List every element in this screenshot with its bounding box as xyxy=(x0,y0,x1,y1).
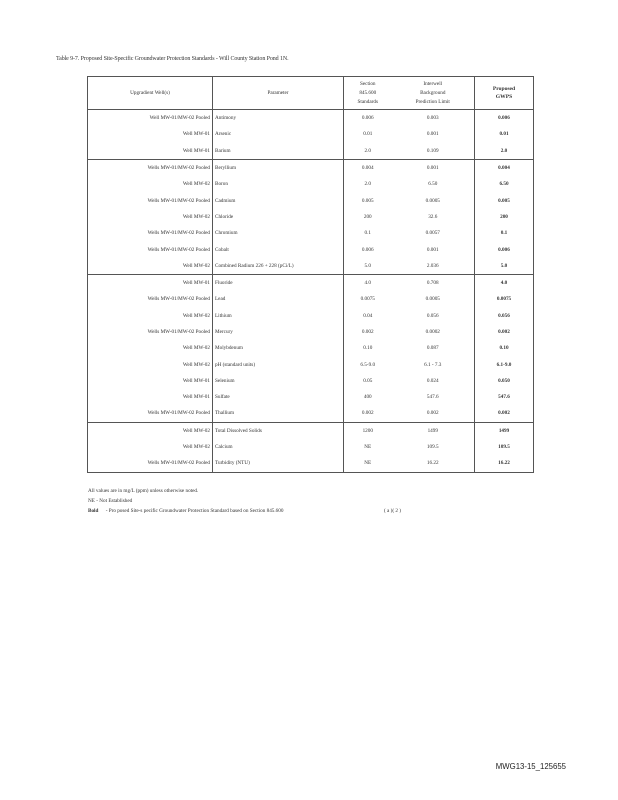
cell-well: Wells MW-01/MW-02 Pooled xyxy=(88,405,213,422)
table-row xyxy=(88,405,534,422)
cell-proposed: 2.0 xyxy=(475,143,534,160)
cell-parameter: Molybdenum xyxy=(213,340,344,356)
cell-well: Wells MW-01/MW-02 Pooled xyxy=(147,329,210,335)
cell-standard: 2.0 xyxy=(344,143,392,160)
cell-well: Wells MW-01/MW-02 Pooled xyxy=(147,460,210,467)
cell-background: 0.109 xyxy=(392,143,475,160)
cell-standard: 1200 xyxy=(344,422,392,439)
note-units: All values are in mg/L (ppm) unless otherwise noted. xyxy=(88,488,199,494)
cell-proposed: 0.005 xyxy=(475,192,534,208)
cell-parameter: Mercury xyxy=(213,324,344,340)
cell-standard: 0.006 xyxy=(344,110,392,127)
cell-standard: 5.0 xyxy=(344,258,392,275)
cell-well: Well MW-01 xyxy=(182,131,210,138)
cell-background: 0.003 xyxy=(426,115,439,122)
cell-proposed: 0.01 xyxy=(475,126,534,142)
note-bold-key: Bold xyxy=(88,508,99,514)
header-proposed-line: GWPS xyxy=(495,94,513,100)
table-row xyxy=(88,258,534,275)
cell-standard: 0.0075 xyxy=(344,291,392,307)
cell-well: Well MW-02 xyxy=(182,427,210,434)
header-standards-line: Standards xyxy=(357,98,378,105)
table-row xyxy=(88,126,534,142)
cell-standard: 0.006 xyxy=(344,241,392,257)
cell-background: 0.708 xyxy=(426,280,439,287)
cell-parameter: Fluoride xyxy=(213,274,344,291)
cell-proposed: 6.1-9.0 xyxy=(475,356,534,372)
cell-standard: 6.5-9.0 xyxy=(344,356,392,372)
cell-standard: NE xyxy=(344,439,392,455)
cell-standard: 4.0 xyxy=(344,274,392,291)
cell-well: Well MW-01 xyxy=(182,377,210,384)
cell-parameter: Boron xyxy=(213,176,344,192)
cell-well: Well MW-02 xyxy=(88,258,213,275)
table-notes xyxy=(88,486,528,516)
cell-well: Well MW-01/MW-02 Pooled xyxy=(149,115,210,122)
cell-parameter: Barium xyxy=(213,143,344,160)
cell-standard: 0.01 xyxy=(344,126,392,142)
cell-well: Well MW-01 xyxy=(182,394,210,401)
header-proposed-gwps xyxy=(475,77,534,110)
cell-standard: 0.04 xyxy=(344,308,392,324)
cell-background: 16.22 xyxy=(426,460,439,467)
cell-standard: NE xyxy=(344,455,392,472)
cell-well: Well MW-01 xyxy=(182,280,210,287)
cell-well: Wells MW-01/MW-02 Pooled xyxy=(147,197,210,204)
cell-background: 0.0005 xyxy=(425,197,440,204)
cell-well: Wells MW-01/MW-02 Pooled xyxy=(147,296,210,303)
cell-proposed: 0.004 xyxy=(475,159,534,176)
cell-background: 0.002 xyxy=(392,405,475,422)
cell-parameter: Turbidity (NTU) xyxy=(213,455,344,472)
cell-background: 0.056 xyxy=(426,312,439,319)
table-row xyxy=(88,192,534,208)
cell-well: Wells MW-01/MW-02 Pooled xyxy=(147,165,210,172)
document-id: MWG13-15_125655 xyxy=(495,762,566,771)
cell-proposed: 0.006 xyxy=(475,110,534,127)
cell-standard: 0.004 xyxy=(344,159,392,176)
cell-well: Well MW-02 xyxy=(182,181,210,188)
header-standards-line: 845.600 xyxy=(359,89,377,96)
table-row xyxy=(88,241,534,257)
cell-standard: 0.002 xyxy=(344,405,392,422)
table-row xyxy=(88,356,534,372)
cell-background: 0.087 xyxy=(426,345,439,352)
cell-proposed: 109.5 xyxy=(475,439,534,455)
cell-standard: 400 xyxy=(344,389,392,405)
cell-parameter: Arsenic xyxy=(213,126,344,142)
cell-parameter: Beryllium xyxy=(213,159,344,176)
cell-background: 1499 xyxy=(427,427,438,434)
header-upgradient-wells: Upgradient Well(s) xyxy=(88,77,213,110)
header-background-line: Prediction Limit xyxy=(415,98,450,105)
table-row xyxy=(88,324,534,340)
cell-parameter: Sulfate xyxy=(213,389,344,405)
cell-well: Well MW-02 xyxy=(182,345,210,352)
header-section-standards xyxy=(344,77,392,110)
cell-standard: 0.05 xyxy=(344,373,392,389)
cell-parameter: Cadmium xyxy=(213,192,344,208)
cell-parameter: Lead xyxy=(213,291,344,307)
cell-well: Well MW-01 xyxy=(88,143,213,160)
cell-proposed: 0.0075 xyxy=(475,291,534,307)
cell-proposed: 1499 xyxy=(475,422,534,439)
cell-proposed: 0.006 xyxy=(475,241,534,257)
cell-parameter: Calcium xyxy=(213,439,344,455)
table-row xyxy=(88,110,534,127)
cell-background: 6.1 - 7.3 xyxy=(424,361,442,368)
table-row xyxy=(88,422,534,439)
header-background-limit xyxy=(392,77,475,110)
table-row xyxy=(88,159,534,176)
header-standards-line: Section xyxy=(359,80,376,87)
table-row xyxy=(88,176,534,192)
cell-proposed: 0.056 xyxy=(475,308,534,324)
cell-parameter: Lithium xyxy=(213,308,344,324)
cell-proposed: 200 xyxy=(475,209,534,225)
header-proposed-line: Proposed xyxy=(492,86,516,92)
header-background-line: Interwell xyxy=(423,80,443,87)
header-parameter: Parameter xyxy=(213,77,344,110)
cell-proposed: 0.050 xyxy=(475,373,534,389)
table-body xyxy=(88,110,534,473)
table-header-row xyxy=(88,77,534,110)
cell-background: 0.001 xyxy=(426,131,439,138)
cell-background: 2.036 xyxy=(392,258,475,275)
note-bold-text: - Pro posed Site-s pecific Groundwater Protection Standard based on Section 845.600 xyxy=(105,508,284,514)
note-bold-tail: ( a )( 2 ) xyxy=(384,508,401,514)
cell-background: 6.50 xyxy=(428,181,438,188)
table-row xyxy=(88,439,534,455)
cell-standard: 2.0 xyxy=(344,176,392,192)
table-row xyxy=(88,143,534,160)
cell-well: Wells MW-01/MW-02 Pooled xyxy=(147,230,210,237)
cell-standard: 200 xyxy=(344,209,392,225)
table-row xyxy=(88,340,534,356)
table-row xyxy=(88,389,534,405)
cell-background: 0.001 xyxy=(426,165,439,172)
cell-standard: 0.002 xyxy=(344,324,392,340)
cell-proposed: 4.0 xyxy=(475,274,534,291)
cell-parameter: Chloride xyxy=(213,209,344,225)
cell-background: 547.6 xyxy=(426,394,439,401)
cell-proposed: 0.1 xyxy=(475,225,534,241)
table-row xyxy=(88,308,534,324)
cell-background: 0.0002 xyxy=(425,329,440,335)
cell-background: 109.5 xyxy=(426,444,439,451)
groundwater-standards-table xyxy=(87,76,534,473)
cell-background: 0.001 xyxy=(426,246,439,253)
cell-parameter: Antimony xyxy=(213,110,344,127)
cell-well: Well MW-02 xyxy=(182,312,210,319)
cell-parameter: Total Dissolved Solids xyxy=(213,422,344,439)
cell-proposed: 0.10 xyxy=(475,340,534,356)
cell-background: 0.0057 xyxy=(425,230,440,237)
cell-parameter: Selenium xyxy=(213,373,344,389)
cell-background: 32.6 xyxy=(428,213,438,220)
note-not-established: NE - Not Established xyxy=(88,498,133,504)
cell-background: 0.024 xyxy=(426,377,439,384)
cell-well: Wells MW-01/MW-02 Pooled xyxy=(147,246,210,253)
cell-parameter: Chromium xyxy=(213,225,344,241)
header-background-line: Background xyxy=(420,89,446,96)
note-bold-legend xyxy=(88,506,528,516)
cell-standard: 0.1 xyxy=(344,225,392,241)
table-row xyxy=(88,274,534,291)
cell-parameter: pH (standard units) xyxy=(213,356,344,372)
cell-standard: 0.005 xyxy=(344,192,392,208)
cell-background: 0.0005 xyxy=(425,296,440,303)
cell-proposed: 0.002 xyxy=(475,405,534,422)
table-row xyxy=(88,225,534,241)
cell-proposed: 6.50 xyxy=(475,176,534,192)
cell-standard: 0.10 xyxy=(344,340,392,356)
cell-proposed: 16.22 xyxy=(475,455,534,472)
cell-parameter: Thallium xyxy=(213,405,344,422)
table-row xyxy=(88,209,534,225)
cell-proposed: 0.002 xyxy=(475,324,534,340)
table-row xyxy=(88,291,534,307)
table-row xyxy=(88,455,534,472)
cell-parameter: Combined Radium 226 + 228 (pCi/L) xyxy=(213,258,344,275)
cell-well: Well MW-02 xyxy=(182,213,210,220)
cell-well: Well MW-02 xyxy=(182,444,210,451)
cell-proposed: 547.6 xyxy=(475,389,534,405)
cell-parameter: Cobalt xyxy=(213,241,344,257)
cell-well: Well MW-02 xyxy=(182,361,210,368)
cell-proposed: 5.0 xyxy=(475,258,534,275)
page-title: Table 9-7. Proposed Site-Specific Groundwater Protection Standards - Will County Station Pond 1N. xyxy=(56,56,289,62)
table-row xyxy=(88,373,534,389)
